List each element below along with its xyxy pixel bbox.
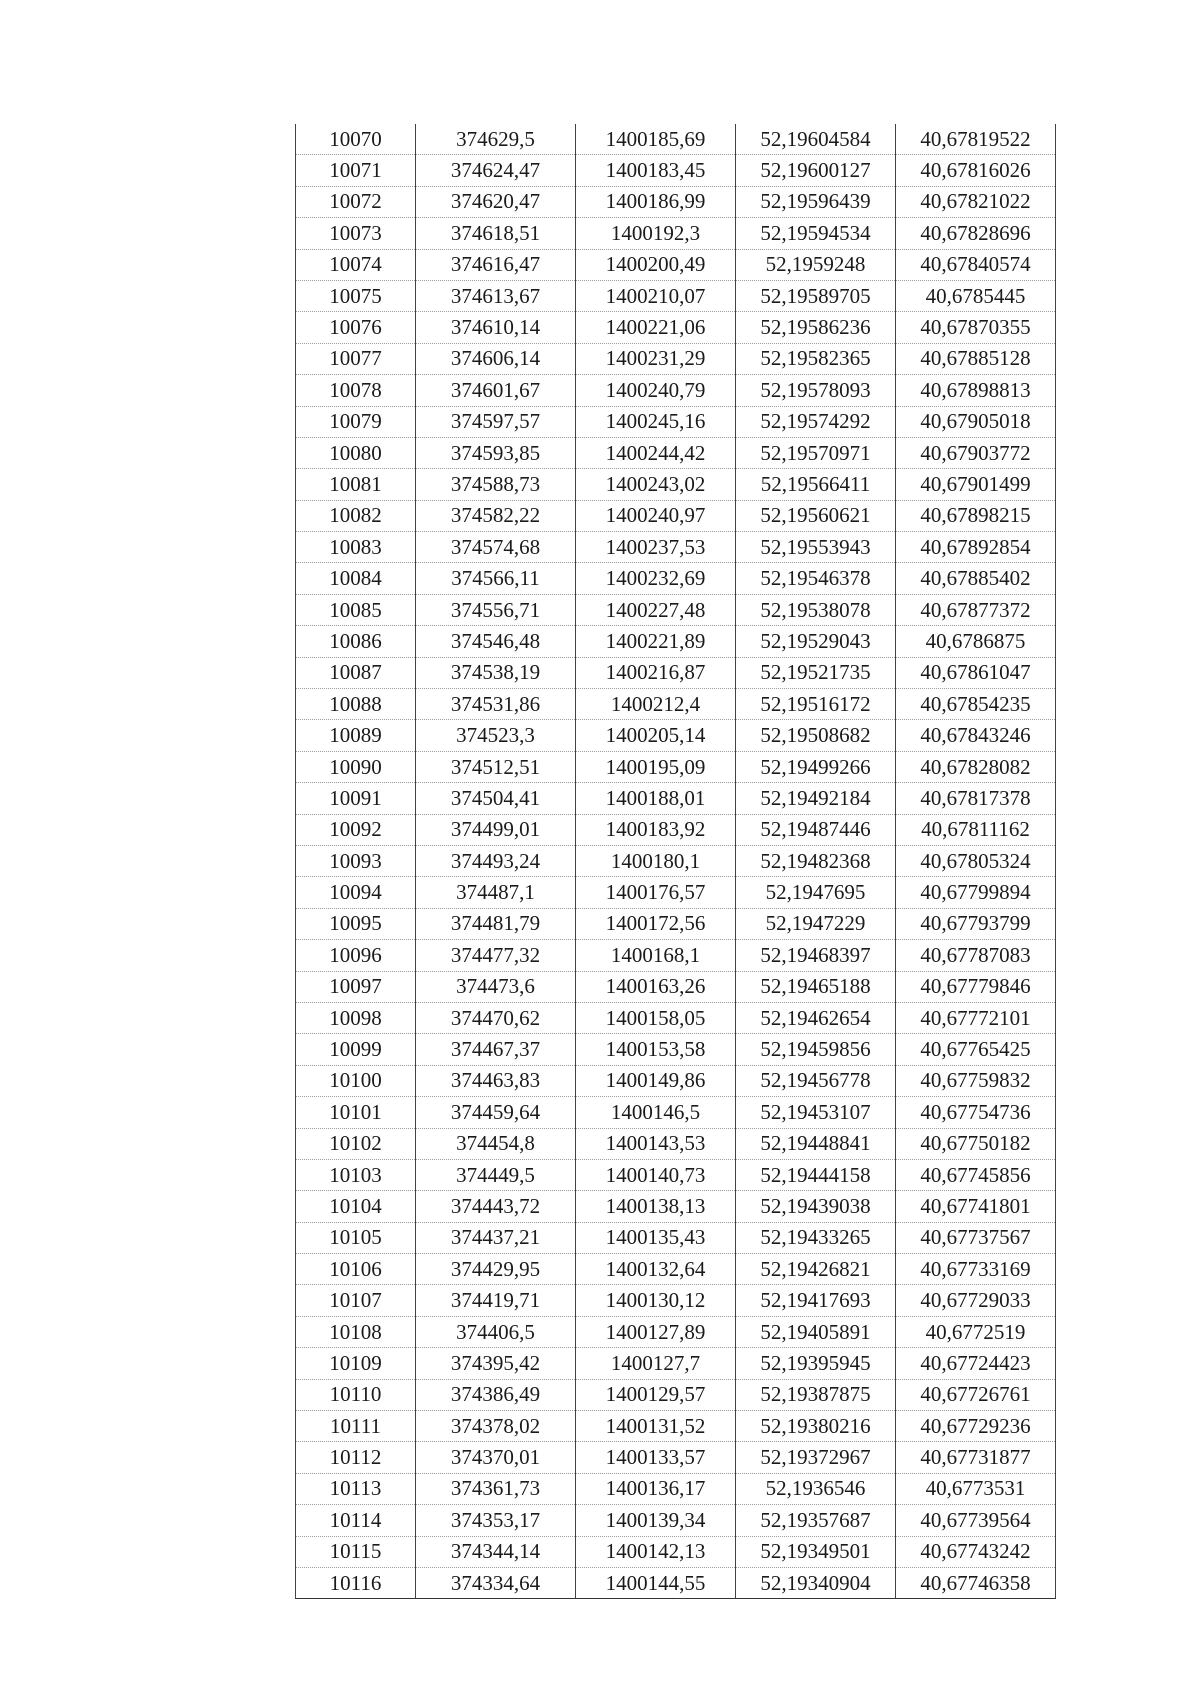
latitude-cell: 52,19570971	[736, 437, 896, 468]
y-coordinate-cell: 1400138,13	[576, 1191, 736, 1222]
table-row	[296, 218, 1056, 249]
table-row	[296, 720, 1056, 751]
y-coordinate-cell: 1400205,14	[576, 720, 736, 751]
table-row	[296, 626, 1056, 657]
y-coordinate-cell: 1400192,3	[576, 218, 736, 249]
y-coordinate-cell: 1400185,69	[576, 124, 736, 155]
y-coordinate-cell: 1400210,07	[576, 280, 736, 311]
table-row	[296, 500, 1056, 531]
table-row	[296, 1316, 1056, 1347]
x-coordinate-cell: 374437,21	[416, 1222, 576, 1253]
latitude-cell: 52,19508682	[736, 720, 896, 751]
x-coordinate-cell: 374449,5	[416, 1159, 576, 1190]
latitude-cell: 52,19456778	[736, 1065, 896, 1096]
table-row	[296, 1505, 1056, 1536]
table-row	[296, 469, 1056, 500]
point-number-cell: 10092	[296, 814, 416, 845]
y-coordinate-cell: 1400144,55	[576, 1567, 736, 1598]
latitude-cell: 52,19453107	[736, 1097, 896, 1128]
table-row	[296, 1128, 1056, 1159]
longitude-cell: 40,67745856	[896, 1159, 1056, 1190]
x-coordinate-cell: 374613,67	[416, 280, 576, 311]
latitude-cell: 52,19462654	[736, 1002, 896, 1033]
latitude-cell: 52,19560621	[736, 500, 896, 531]
point-number-cell: 10074	[296, 249, 416, 280]
longitude-cell: 40,67819522	[896, 124, 1056, 155]
latitude-cell: 52,19357687	[736, 1505, 896, 1536]
point-number-cell: 10110	[296, 1379, 416, 1410]
latitude-cell: 52,1947229	[736, 908, 896, 939]
point-number-cell: 10112	[296, 1442, 416, 1473]
table-row	[296, 783, 1056, 814]
point-number-cell: 10114	[296, 1505, 416, 1536]
point-number-cell: 10077	[296, 343, 416, 374]
x-coordinate-cell: 374467,37	[416, 1034, 576, 1065]
table-row	[296, 312, 1056, 343]
point-number-cell: 10103	[296, 1159, 416, 1190]
point-number-cell: 10102	[296, 1128, 416, 1159]
table-row	[296, 908, 1056, 939]
point-number-cell: 10113	[296, 1473, 416, 1504]
y-coordinate-cell: 1400188,01	[576, 783, 736, 814]
x-coordinate-cell: 374370,01	[416, 1442, 576, 1473]
table-row	[296, 1567, 1056, 1598]
longitude-cell: 40,67731877	[896, 1442, 1056, 1473]
longitude-cell: 40,67898813	[896, 375, 1056, 406]
table-row	[296, 1379, 1056, 1410]
table-row	[296, 594, 1056, 625]
x-coordinate-cell: 374512,51	[416, 751, 576, 782]
latitude-cell: 52,19600127	[736, 155, 896, 186]
table-row	[296, 1348, 1056, 1379]
latitude-cell: 52,19395945	[736, 1348, 896, 1379]
x-coordinate-cell: 374443,72	[416, 1191, 576, 1222]
y-coordinate-cell: 1400221,89	[576, 626, 736, 657]
longitude-cell: 40,67821022	[896, 186, 1056, 217]
latitude-cell: 52,19417693	[736, 1285, 896, 1316]
longitude-cell: 40,67729236	[896, 1411, 1056, 1442]
x-coordinate-cell: 374546,48	[416, 626, 576, 657]
table-row	[296, 155, 1056, 186]
point-number-cell: 10091	[296, 783, 416, 814]
longitude-cell: 40,67843246	[896, 720, 1056, 751]
x-coordinate-cell: 374459,64	[416, 1097, 576, 1128]
y-coordinate-cell: 1400240,97	[576, 500, 736, 531]
latitude-cell: 52,19459856	[736, 1034, 896, 1065]
x-coordinate-cell: 374378,02	[416, 1411, 576, 1442]
table-row	[296, 249, 1056, 280]
point-number-cell: 10071	[296, 155, 416, 186]
table-row	[296, 657, 1056, 688]
table-row	[296, 1065, 1056, 1096]
x-coordinate-cell: 374395,42	[416, 1348, 576, 1379]
x-coordinate-cell: 374499,01	[416, 814, 576, 845]
table-row	[296, 280, 1056, 311]
table-row	[296, 1442, 1056, 1473]
x-coordinate-cell: 374588,73	[416, 469, 576, 500]
table-row	[296, 1254, 1056, 1285]
x-coordinate-cell: 374493,24	[416, 845, 576, 876]
x-coordinate-cell: 374574,68	[416, 532, 576, 563]
x-coordinate-cell: 374353,17	[416, 1505, 576, 1536]
longitude-cell: 40,67772101	[896, 1002, 1056, 1033]
table-row	[296, 1034, 1056, 1065]
point-number-cell: 10093	[296, 845, 416, 876]
y-coordinate-cell: 1400146,5	[576, 1097, 736, 1128]
longitude-cell: 40,67840574	[896, 249, 1056, 280]
x-coordinate-cell: 374361,73	[416, 1473, 576, 1504]
latitude-cell: 52,19448841	[736, 1128, 896, 1159]
longitude-cell: 40,67724423	[896, 1348, 1056, 1379]
latitude-cell: 52,19380216	[736, 1411, 896, 1442]
x-coordinate-cell: 374593,85	[416, 437, 576, 468]
latitude-cell: 52,19499266	[736, 751, 896, 782]
point-number-cell: 10107	[296, 1285, 416, 1316]
y-coordinate-cell: 1400153,58	[576, 1034, 736, 1065]
y-coordinate-cell: 1400136,17	[576, 1473, 736, 1504]
y-coordinate-cell: 1400200,49	[576, 249, 736, 280]
longitude-cell: 40,67898215	[896, 500, 1056, 531]
y-coordinate-cell: 1400183,45	[576, 155, 736, 186]
latitude-cell: 52,19582365	[736, 343, 896, 374]
latitude-cell: 52,19487446	[736, 814, 896, 845]
y-coordinate-cell: 1400172,56	[576, 908, 736, 939]
x-coordinate-cell: 374624,47	[416, 155, 576, 186]
latitude-cell: 52,1947695	[736, 877, 896, 908]
table-row	[296, 971, 1056, 1002]
x-coordinate-cell: 374582,22	[416, 500, 576, 531]
latitude-cell: 52,19594534	[736, 218, 896, 249]
x-coordinate-cell: 374344,14	[416, 1536, 576, 1567]
table-row	[296, 406, 1056, 437]
y-coordinate-cell: 1400143,53	[576, 1128, 736, 1159]
longitude-cell: 40,6772519	[896, 1316, 1056, 1347]
latitude-cell: 52,19521735	[736, 657, 896, 688]
y-coordinate-cell: 1400139,34	[576, 1505, 736, 1536]
x-coordinate-cell: 374523,3	[416, 720, 576, 751]
longitude-cell: 40,67828082	[896, 751, 1056, 782]
point-number-cell: 10087	[296, 657, 416, 688]
y-coordinate-cell: 1400232,69	[576, 563, 736, 594]
y-coordinate-cell: 1400231,29	[576, 343, 736, 374]
table-row	[296, 1191, 1056, 1222]
y-coordinate-cell: 1400130,12	[576, 1285, 736, 1316]
y-coordinate-cell: 1400183,92	[576, 814, 736, 845]
x-coordinate-cell: 374610,14	[416, 312, 576, 343]
point-number-cell: 10099	[296, 1034, 416, 1065]
y-coordinate-cell: 1400180,1	[576, 845, 736, 876]
longitude-cell: 40,67741801	[896, 1191, 1056, 1222]
y-coordinate-cell: 1400195,09	[576, 751, 736, 782]
y-coordinate-cell: 1400149,86	[576, 1065, 736, 1096]
x-coordinate-cell: 374470,62	[416, 1002, 576, 1033]
table-row	[296, 751, 1056, 782]
latitude-cell: 52,19604584	[736, 124, 896, 155]
table-row	[296, 343, 1056, 374]
point-number-cell: 10072	[296, 186, 416, 217]
longitude-cell: 40,67811162	[896, 814, 1056, 845]
point-number-cell: 10080	[296, 437, 416, 468]
x-coordinate-cell: 374538,19	[416, 657, 576, 688]
x-coordinate-cell: 374618,51	[416, 218, 576, 249]
coordinates-table-body	[296, 124, 1056, 1599]
longitude-cell: 40,67817378	[896, 783, 1056, 814]
latitude-cell: 52,19574292	[736, 406, 896, 437]
y-coordinate-cell: 1400140,73	[576, 1159, 736, 1190]
y-coordinate-cell: 1400240,79	[576, 375, 736, 406]
latitude-cell: 52,19349501	[736, 1536, 896, 1567]
latitude-cell: 52,19492184	[736, 783, 896, 814]
x-coordinate-cell: 374406,5	[416, 1316, 576, 1347]
point-number-cell: 10089	[296, 720, 416, 751]
point-number-cell: 10070	[296, 124, 416, 155]
y-coordinate-cell: 1400133,57	[576, 1442, 736, 1473]
table-row	[296, 845, 1056, 876]
point-number-cell: 10109	[296, 1348, 416, 1379]
longitude-cell: 40,67870355	[896, 312, 1056, 343]
longitude-cell: 40,67805324	[896, 845, 1056, 876]
point-number-cell: 10084	[296, 563, 416, 594]
table-row	[296, 437, 1056, 468]
table-row	[296, 1285, 1056, 1316]
latitude-cell: 52,19566411	[736, 469, 896, 500]
point-number-cell: 10085	[296, 594, 416, 625]
table-row	[296, 877, 1056, 908]
table-row	[296, 124, 1056, 155]
latitude-cell: 52,19439038	[736, 1191, 896, 1222]
point-number-cell: 10083	[296, 532, 416, 563]
y-coordinate-cell: 1400243,02	[576, 469, 736, 500]
latitude-cell: 52,19468397	[736, 940, 896, 971]
longitude-cell: 40,6785445	[896, 280, 1056, 311]
point-number-cell: 10075	[296, 280, 416, 311]
y-coordinate-cell: 1400142,13	[576, 1536, 736, 1567]
latitude-cell: 52,19578093	[736, 375, 896, 406]
x-coordinate-cell: 374629,5	[416, 124, 576, 155]
longitude-cell: 40,67877372	[896, 594, 1056, 625]
y-coordinate-cell: 1400245,16	[576, 406, 736, 437]
point-number-cell: 10116	[296, 1567, 416, 1598]
point-number-cell: 10079	[296, 406, 416, 437]
x-coordinate-cell: 374601,67	[416, 375, 576, 406]
latitude-cell: 52,19426821	[736, 1254, 896, 1285]
x-coordinate-cell: 374556,71	[416, 594, 576, 625]
y-coordinate-cell: 1400212,4	[576, 689, 736, 720]
longitude-cell: 40,67799894	[896, 877, 1056, 908]
table-row	[296, 814, 1056, 845]
table-row	[296, 940, 1056, 971]
longitude-cell: 40,67750182	[896, 1128, 1056, 1159]
latitude-cell: 52,19482368	[736, 845, 896, 876]
longitude-cell: 40,67885128	[896, 343, 1056, 374]
longitude-cell: 40,67903772	[896, 437, 1056, 468]
y-coordinate-cell: 1400227,48	[576, 594, 736, 625]
longitude-cell: 40,67828696	[896, 218, 1056, 249]
table-row	[296, 1536, 1056, 1567]
longitude-cell: 40,67765425	[896, 1034, 1056, 1065]
longitude-cell: 40,67743242	[896, 1536, 1056, 1567]
y-coordinate-cell: 1400127,7	[576, 1348, 736, 1379]
y-coordinate-cell: 1400176,57	[576, 877, 736, 908]
table-row	[296, 1159, 1056, 1190]
latitude-cell: 52,19433265	[736, 1222, 896, 1253]
y-coordinate-cell: 1400132,64	[576, 1254, 736, 1285]
table-row	[296, 1097, 1056, 1128]
longitude-cell: 40,6773531	[896, 1473, 1056, 1504]
point-number-cell: 10105	[296, 1222, 416, 1253]
y-coordinate-cell: 1400131,52	[576, 1411, 736, 1442]
point-number-cell: 10078	[296, 375, 416, 406]
point-number-cell: 10104	[296, 1191, 416, 1222]
point-number-cell: 10115	[296, 1536, 416, 1567]
longitude-cell: 40,6786875	[896, 626, 1056, 657]
latitude-cell: 52,19444158	[736, 1159, 896, 1190]
point-number-cell: 10073	[296, 218, 416, 249]
table-row	[296, 563, 1056, 594]
latitude-cell: 52,19340904	[736, 1567, 896, 1598]
point-number-cell: 10090	[296, 751, 416, 782]
point-number-cell: 10106	[296, 1254, 416, 1285]
latitude-cell: 52,19372967	[736, 1442, 896, 1473]
latitude-cell: 52,1959248	[736, 249, 896, 280]
coordinates-table	[295, 124, 1056, 1599]
longitude-cell: 40,67737567	[896, 1222, 1056, 1253]
longitude-cell: 40,67905018	[896, 406, 1056, 437]
longitude-cell: 40,67729033	[896, 1285, 1056, 1316]
point-number-cell: 10100	[296, 1065, 416, 1096]
longitude-cell: 40,67861047	[896, 657, 1056, 688]
x-coordinate-cell: 374531,86	[416, 689, 576, 720]
table-row	[296, 532, 1056, 563]
point-number-cell: 10111	[296, 1411, 416, 1442]
y-coordinate-cell: 1400244,42	[576, 437, 736, 468]
x-coordinate-cell: 374481,79	[416, 908, 576, 939]
latitude-cell: 52,19586236	[736, 312, 896, 343]
y-coordinate-cell: 1400186,99	[576, 186, 736, 217]
y-coordinate-cell: 1400221,06	[576, 312, 736, 343]
table-row	[296, 186, 1056, 217]
x-coordinate-cell: 374616,47	[416, 249, 576, 280]
longitude-cell: 40,67739564	[896, 1505, 1056, 1536]
latitude-cell: 52,19529043	[736, 626, 896, 657]
latitude-cell: 52,19553943	[736, 532, 896, 563]
y-coordinate-cell: 1400237,53	[576, 532, 736, 563]
longitude-cell: 40,67733169	[896, 1254, 1056, 1285]
latitude-cell: 52,19516172	[736, 689, 896, 720]
longitude-cell: 40,67726761	[896, 1379, 1056, 1410]
point-number-cell: 10081	[296, 469, 416, 500]
longitude-cell: 40,67746358	[896, 1567, 1056, 1598]
x-coordinate-cell: 374597,57	[416, 406, 576, 437]
point-number-cell: 10088	[296, 689, 416, 720]
latitude-cell: 52,19538078	[736, 594, 896, 625]
latitude-cell: 52,19589705	[736, 280, 896, 311]
table-row	[296, 1473, 1056, 1504]
longitude-cell: 40,67759832	[896, 1065, 1056, 1096]
point-number-cell: 10076	[296, 312, 416, 343]
latitude-cell: 52,19546378	[736, 563, 896, 594]
y-coordinate-cell: 1400127,89	[576, 1316, 736, 1347]
point-number-cell: 10098	[296, 1002, 416, 1033]
longitude-cell: 40,67885402	[896, 563, 1056, 594]
table-row	[296, 1411, 1056, 1442]
longitude-cell: 40,67754736	[896, 1097, 1056, 1128]
table-row	[296, 689, 1056, 720]
x-coordinate-cell: 374473,6	[416, 971, 576, 1002]
latitude-cell: 52,19387875	[736, 1379, 896, 1410]
point-number-cell: 10097	[296, 971, 416, 1002]
point-number-cell: 10101	[296, 1097, 416, 1128]
point-number-cell: 10095	[296, 908, 416, 939]
longitude-cell: 40,67892854	[896, 532, 1056, 563]
longitude-cell: 40,67787083	[896, 940, 1056, 971]
longitude-cell: 40,67793799	[896, 908, 1056, 939]
x-coordinate-cell: 374334,64	[416, 1567, 576, 1598]
point-number-cell: 10108	[296, 1316, 416, 1347]
y-coordinate-cell: 1400129,57	[576, 1379, 736, 1410]
x-coordinate-cell: 374429,95	[416, 1254, 576, 1285]
x-coordinate-cell: 374487,1	[416, 877, 576, 908]
point-number-cell: 10094	[296, 877, 416, 908]
table-row	[296, 1002, 1056, 1033]
latitude-cell: 52,1936546	[736, 1473, 896, 1504]
x-coordinate-cell: 374477,32	[416, 940, 576, 971]
x-coordinate-cell: 374566,11	[416, 563, 576, 594]
y-coordinate-cell: 1400216,87	[576, 657, 736, 688]
x-coordinate-cell: 374463,83	[416, 1065, 576, 1096]
longitude-cell: 40,67854235	[896, 689, 1056, 720]
table-row	[296, 375, 1056, 406]
table-row	[296, 1222, 1056, 1253]
y-coordinate-cell: 1400158,05	[576, 1002, 736, 1033]
x-coordinate-cell: 374386,49	[416, 1379, 576, 1410]
longitude-cell: 40,67901499	[896, 469, 1056, 500]
longitude-cell: 40,67816026	[896, 155, 1056, 186]
x-coordinate-cell: 374606,14	[416, 343, 576, 374]
x-coordinate-cell: 374504,41	[416, 783, 576, 814]
latitude-cell: 52,19596439	[736, 186, 896, 217]
y-coordinate-cell: 1400168,1	[576, 940, 736, 971]
latitude-cell: 52,19465188	[736, 971, 896, 1002]
x-coordinate-cell: 374620,47	[416, 186, 576, 217]
y-coordinate-cell: 1400135,43	[576, 1222, 736, 1253]
longitude-cell: 40,67779846	[896, 971, 1056, 1002]
y-coordinate-cell: 1400163,26	[576, 971, 736, 1002]
latitude-cell: 52,19405891	[736, 1316, 896, 1347]
point-number-cell: 10086	[296, 626, 416, 657]
x-coordinate-cell: 374419,71	[416, 1285, 576, 1316]
point-number-cell: 10096	[296, 940, 416, 971]
x-coordinate-cell: 374454,8	[416, 1128, 576, 1159]
point-number-cell: 10082	[296, 500, 416, 531]
